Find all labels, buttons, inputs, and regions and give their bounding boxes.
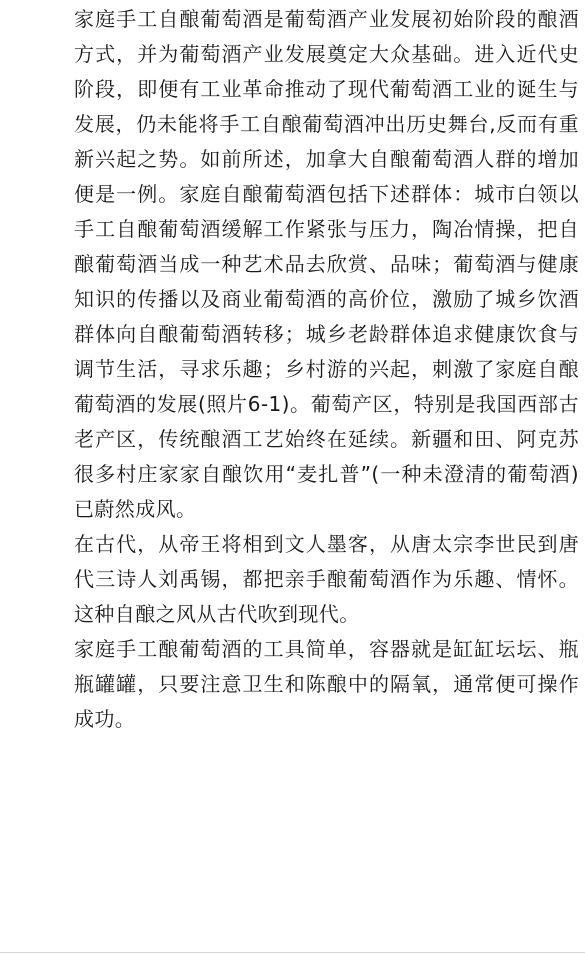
page-bottom-divider (0, 952, 585, 953)
paragraph-1: 家庭手工自酿葡萄酒是葡萄酒产业发展初始阶段的酿酒方式，并为葡萄酒产业发展奠定大众基础。进入近代史阶段，即便有工业革命推动了现代葡萄酒工业的诞生与发展，仍未能将手工自酿葡萄酒冲出历史舞台,反而有重新兴起之势。如前所述，加拿大自酿葡萄酒人群的增加便是一例。家庭自酿葡萄酒包括下述群体：城市白领以手工自酿葡萄酒缓解工作紧张与压力，陶冶情操，把自酿葡萄酒当成一种艺术品去欣赏、品味；葡萄酒与健康知识的传播以及商业葡萄酒的高价位，激励了城乡饮酒群体向自酿葡萄酒转移；城乡老龄群体追求健康饮食与调节生活，寻求乐趣；乡村游的兴起，刺激了家庭自酿葡萄酒的发展(照片6-1)。葡萄产区，特别是我国西部古老产区，传统酿酒工艺始终在延续。新疆和田、阿克苏很多村庄家家自酿饮用“麦扎普”(一种未澄清的葡萄酒)已蔚然成风。 (74, 7, 579, 521)
article-body (74, 2, 579, 737)
paragraph-2: 在古代，从帝王将相到文人墨客，从唐太宗李世民到唐代三诗人刘禹锡，都把亲手酿葡萄酒作为乐趣、情怀。这种自酿之风从古代吹到现代。 (74, 532, 579, 626)
paragraph-3: 家庭手工酿葡萄酒的工具简单，容器就是缸缸坛坛、瓶瓶罐罐，只要注意卫生和陈酿中的隔氧，通常便可操作成功。 (74, 637, 579, 731)
